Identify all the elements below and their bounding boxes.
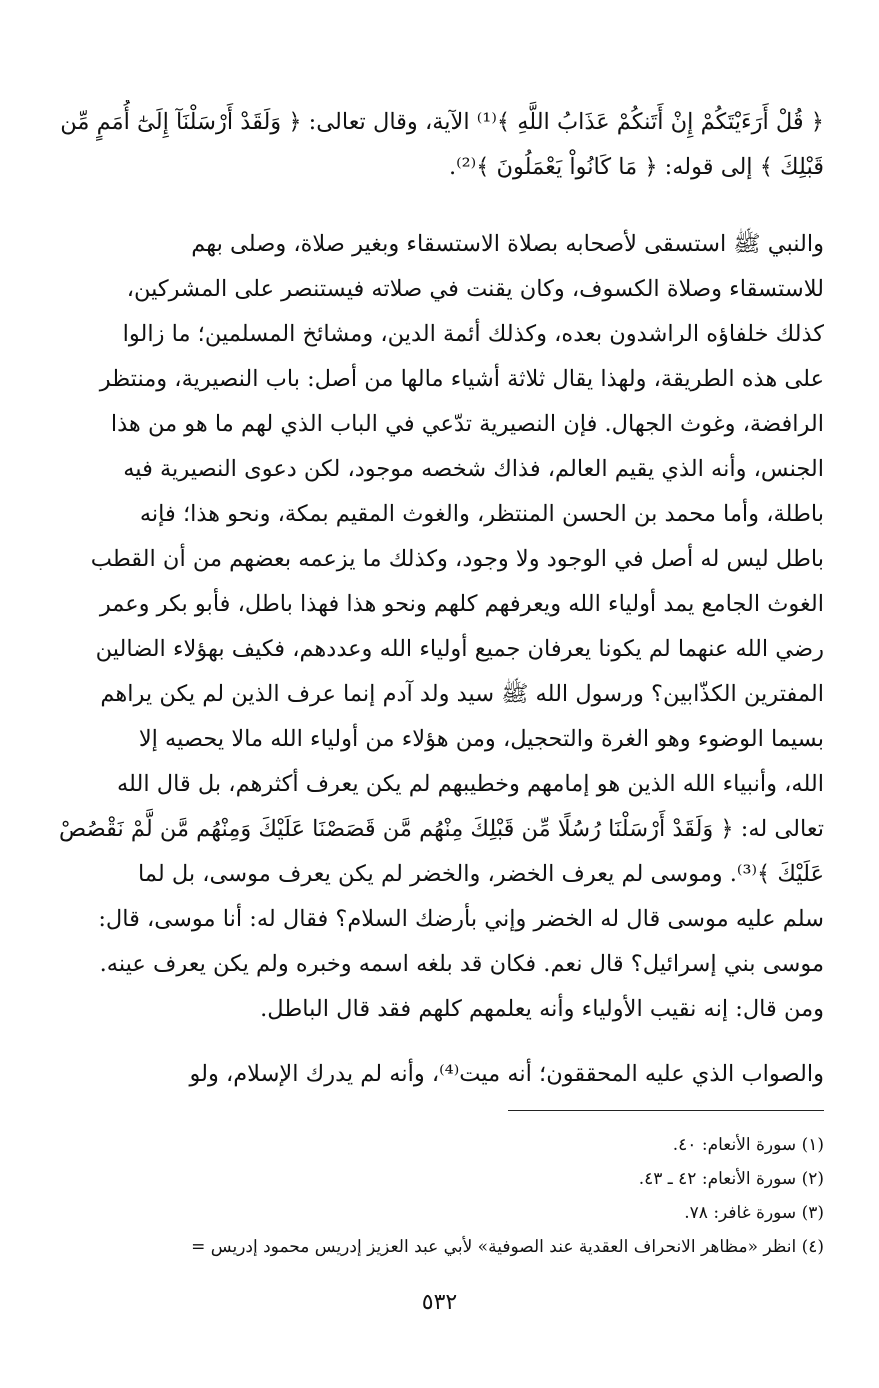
- text-line: كذلك خلفاؤه الراشدون بعده، وكذلك أئمة الدين، ومشائخ المسلمين؛ ما زالوا: [122, 321, 824, 347]
- text-line: والنبي ﷺ استسقى لأصحابه بصلاة الاستسقاء وبغير صلاة، وصلى بهم: [191, 231, 824, 257]
- footnote-4: (٤) انظر «مظاهر الانحراف العقدية عند الصوفية» لأبي عبد العزيز إدريس محمود إدريس =: [191, 1237, 824, 1257]
- text-line: عَلَيْكَ ﴾⁽³⁾. وموسى لم يعرف الخضر، والخضر لم يكن يعرف موسى، بل لما: [137, 861, 824, 887]
- footnotes: [40, 1128, 824, 1264]
- footnote-3: (٣) سورة غافر: ٧٨.: [684, 1203, 824, 1223]
- paragraph-1: [40, 100, 824, 190]
- text-line: الغوث الجامع يمد أولياء الله ويعرفهم كلهم ونحو هذا فهذا باطل، فأبو بكر وعمر: [99, 591, 824, 617]
- paragraph-2: [40, 222, 824, 1032]
- text-line: الله، وأنبياء الله الذين هو إمامهم وخطيبهم لم يكن يعرف أكثرهم، بل قال الله: [116, 771, 824, 797]
- text-line: والصواب الذي عليه المحققون؛ أنه ميت⁽⁴⁾، وأنه لم يدرك الإسلام، ولو: [189, 1061, 824, 1087]
- footnote-2: (٢) سورة الأنعام: ٤٢ ـ ٤٣.: [638, 1169, 824, 1189]
- footnote-divider: [508, 1110, 824, 1111]
- text-line: باطل ليس له أصل في الوجود ولا وجود، وكذلك ما يزعمه بعضهم من أن القطب: [90, 546, 824, 572]
- footnote-1: (١) سورة الأنعام: ٤٠.: [672, 1135, 824, 1155]
- text-line: باطلة، وأما محمد بن الحسن المنتظر، والغوث المقيم بمكة، ونحو هذا؛ فإنه: [139, 501, 824, 527]
- text-line: سلم عليه موسى قال له الخضر وإني بأرضك السلام؟ فقال له: أنا موسى، قال:: [98, 906, 824, 932]
- text-line: تعالى له: ﴿ وَلَقَدْ أَرْسَلْنَا رُسُلًا مِّن قَبْلِكَ مِنْهُم مَّن قَصَصْنَا عَلَيْكَ وَمِنْهُم مَّن لَّمْ نَقْصُصْ: [59, 816, 824, 842]
- paragraph-3: [40, 1052, 824, 1097]
- page-number: ٥٣٢: [421, 1290, 458, 1315]
- text-line: رضي الله عنهما لم يكونا يعرفان جميع أولياء الله وعددهم، فكيف بهؤلاء الضالين: [95, 636, 824, 662]
- text-line: ومن قال: إنه نقيب الأولياء وأنه يعلمهم كلهم فقد قال الباطل.: [260, 996, 824, 1022]
- text-line: الجنس، وأنه الذي يقيم العالم، فذاك شخصه موجود، لكن دعوى النصيرية فيه: [123, 456, 824, 482]
- text-line: الرافضة، وغوث الجهال. فإن النصيرية تدّعي في الباب الذي لهم ما هو من هذا: [110, 411, 824, 437]
- text-line: قَبْلِكَ ﴾ إلى قوله: ﴿ مَا كَانُواْ يَعْمَلُونَ ﴾⁽²⁾.: [448, 154, 824, 180]
- text-line: للاستسقاء وصلاة الكسوف، وكان يقنت في صلاته فيستنصر على المشركين،: [126, 276, 824, 302]
- text-line: المفترين الكذّابين؟ ورسول الله ﷺ سيد ولد آدم إنما عرف الذين لم يكن يراهم: [100, 681, 824, 707]
- text-line: ﴿ قُلْ أَرَءَيْتَكُمْ إِنْ أَتَنكُمْ عَذَابُ اللَّهِ ﴾⁽¹⁾ الآية، وقال تعالى: ﴿ وَلَقَدْ أَرْسَلْنَآ إِلَىٰٓ أُمَمٍ مِّن: [60, 109, 824, 135]
- text-line: على هذه الطريقة، ولهذا يقال ثلاثة أشياء مالها من أصل: باب النصيرية، ومنتظر: [99, 366, 824, 392]
- text-line: موسى بني إسرائيل؟ قال نعم. فكان قد بلغه اسمه وخبره ولم يكن يعرف عينه.: [99, 951, 824, 977]
- text-line: بسيما الوضوء وهو الغرة والتحجيل، ومن هؤلاء من أولياء الله مالا يحصيه إلا: [138, 726, 824, 752]
